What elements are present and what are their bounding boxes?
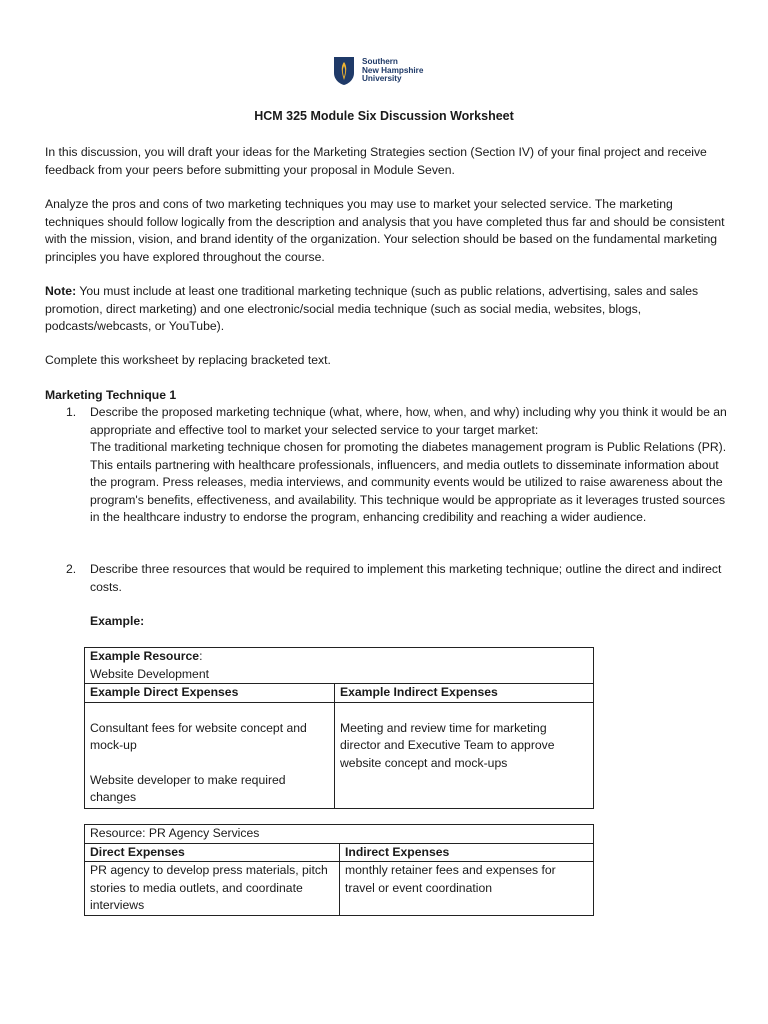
intro-paragraph-1: In this discussion, you will draft your ideas for the Marketing Strategies section (Section IV) of your final project and receive feedback from your peers before submitting your proposal in Module Seven. [45, 145, 707, 177]
indirect-expenses-header: Indirect Expenses [340, 843, 594, 862]
resource-table [84, 824, 594, 916]
instruction-paragraph: Complete this worksheet by replacing bracketed text. [45, 353, 331, 367]
resource-cell: Resource: PR Agency Services [85, 825, 594, 844]
example-resource-label: Example Resource [90, 649, 200, 663]
example-resource-table [84, 647, 594, 809]
intro-paragraph-2: Analyze the pros and cons of two marketing techniques you may use to market your selected service. The marketing techniques should follow logically from the description and analysis that you have completed thus far and should be consistent with the mission, vision, and brand identity of the organization. Your selection should be based on the fundamental marketing principles you have explored throughout the course. [45, 197, 725, 264]
note-paragraph [45, 283, 725, 336]
example-resource-colon: : [199, 649, 203, 663]
note-label: Note: [45, 284, 77, 298]
example-indirect-1: Meeting and review time for marketing director and Executive Team to approve website concept and mock-ups [340, 720, 555, 770]
example-direct-1: Consultant fees for website concept and mock-up [90, 720, 307, 752]
example-direct-header: Example Direct Expenses [85, 684, 335, 703]
example-direct-2: Website developer to make required changes [90, 772, 286, 804]
example-resource-cell [85, 648, 594, 684]
item-2-number: 2. [66, 562, 77, 576]
logo-text [362, 58, 423, 84]
example-indirect-cell [335, 702, 594, 808]
example-resource-value: Website Development [90, 666, 210, 681]
university-logo [333, 55, 423, 87]
example-direct-cell [85, 702, 335, 808]
logo-line-3: University [362, 74, 402, 84]
section-heading: Marketing Technique 1 [45, 388, 177, 402]
item-1-answer: The traditional marketing technique chosen for promoting the diabetes management program is Public Relations (PR). This entails partnering with healthcare professionals, influencers, and media outlets to disseminate information about the program. Press releases, media interviews, and community events would be utilized to raise awareness about the program's benefits, effectiveness, and availability. This technique would be appropriate as it leverages trusted sources in the healthcare industry to endorse the program, enhancing credibility and reaching a wider audience. [90, 440, 727, 524]
logo-line-1: Southern [362, 57, 398, 67]
note-text: You must include at least one traditional marketing technique (such as public relations, advertising, sales and sales promotion, direct marketing) and one electronic/social media technique (such as social media, websites, blogs, podcasts/webcasts, or YouTube). [45, 284, 699, 333]
example-indirect-header: Example Indirect Expenses [335, 684, 594, 703]
document-title: HCM 325 Module Six Discussion Worksheet [254, 109, 514, 123]
item-1-number: 1. [66, 405, 77, 419]
indirect-expenses-value: monthly retainer fees and expenses for travel or event coordination [340, 862, 594, 916]
example-label: Example: [90, 614, 145, 628]
item-1-prompt: Describe the proposed marketing technique (what, where, how, when, and why) including why you think it would be an appropriate and effective tool to market your selected service to your target market: [90, 405, 727, 437]
direct-expenses-value: PR agency to develop press materials, pitch stories to media outlets, and coordinate interviews [85, 862, 340, 916]
logo-line-2: New Hampshire [362, 65, 424, 75]
item-2-prompt: Describe three resources that would be required to implement this marketing technique; outline the direct and indirect costs. [90, 562, 722, 594]
direct-expenses-header: Direct Expenses [85, 843, 340, 862]
shield-icon [333, 56, 355, 86]
